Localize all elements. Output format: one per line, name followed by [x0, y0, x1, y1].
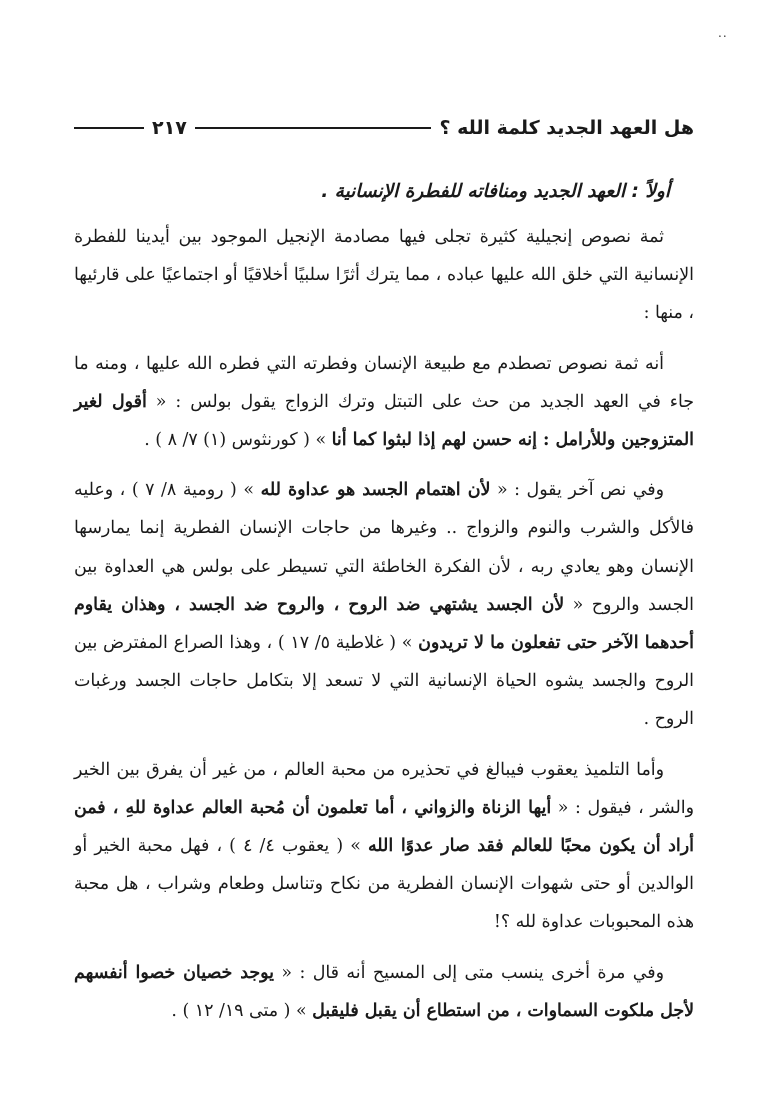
- paragraph-text: » ( رومية ٨/ ٧ ) ، وعليه فالأكل والشرب والنوم والزواج .. وغيرها من حاجات الإنسان الفطرية إنما يمارسها الإنسان وهو يعادي ربه ، لأن الفكرة الخاطئة التي تسيطر على بولس هي العداوة بين الجسد والروح «: [74, 480, 694, 615]
- quote-text: أقول لغير المتزوجين وللأرامل : إنه حسن لهم إذا لبثوا كما أنا: [74, 391, 694, 451]
- paragraph-2: [74, 345, 694, 460]
- paragraph-text: ثمة نصوص إنجيلية كثيرة تجلى فيها مصادمة الإنجيل الموجود بين أيدينا للفطرة الإنسانية التي خلق الله عليها عباده ، مما يترك أثرًا سلبيًا أخلاقيًا أو اجتماعيًا على قارئيها ، منها :: [74, 227, 694, 324]
- paragraph-text: أنه ثمة نصوص تصطدم مع طبيعة الإنسان وفطرته التي فطره الله عليها ، ومنه ما جاء في العهد الجديد من حث على التبتل وترك الزواج يقول بولس : «: [74, 353, 694, 412]
- citation-text: » ( متى ١٩/ ١٢ ) .: [171, 1000, 313, 1021]
- paragraph-text: » ( يعقوب ٤/ ٤ ) ، فهل محبة الخير أو الوالدين أو حتى شهوات الإنسان الفطرية من نكاح وتناسل وطعام وشراب ، هل محبة هذه المحبوبات عداوة لله ؟!: [74, 836, 694, 933]
- header-rule-end: [74, 127, 144, 129]
- quote-text: أيها الزناة والزواني ، أما تعلمون أن مُحبة العالم عداوة للهِ ، فمن أراد أن يكون محبًا للعالم فقد صار عدوًا الله: [74, 797, 694, 857]
- paragraph-text: وفي مرة أخرى ينسب متى إلى المسيح أنه قال : «: [273, 962, 664, 983]
- section-heading: أولاً : العهد الجديد ومنافاته للفطرة الإنسانية .: [321, 181, 670, 202]
- page-number: ٢١٧: [152, 117, 187, 139]
- paragraph-text: » ( غلاطية ٥/ ١٧ ) ، وهذا الصراع المفترض بين الروح والجسد يشوه الحياة الإنسانية التي لا تسعد إلا بتكامل حاجات الجسد ورغبات الروح .: [74, 633, 694, 730]
- corner-mark: ..: [718, 26, 728, 40]
- citation-text: » ( كورنثوس (١) ٧/ ٨ ) .: [144, 430, 332, 451]
- paragraph-3: [74, 471, 694, 738]
- header-rule: [195, 127, 432, 129]
- paragraph-5: [74, 954, 694, 1030]
- quote-text: لأن اهتمام الجسد هو عداوة لله: [260, 480, 491, 501]
- paragraph-text: وفي نص آخر يقول : «: [490, 480, 664, 501]
- quote-text: يوجد خصيان خصوا أنفسهم لأجل ملكوت السماوات ، من استطاع أن يقبل فليقبل: [74, 962, 694, 1021]
- paragraph-text: وأما التلميذ يعقوب فيبالغ في تحذيره من محبة العالم ، من غير أن يفرق بين الخير والشر ، فيقول : «: [74, 759, 694, 818]
- paragraph-1: [74, 218, 694, 333]
- quote-text: لأن الجسد يشتهي ضد الروح ، والروح ضد الجسد ، وهذان يقاوم أحدهما الآخر حتى تفعلون ما لا تريدون: [74, 594, 695, 654]
- page-body: [74, 172, 694, 1042]
- running-header: [74, 108, 694, 148]
- header-title: هل العهد الجديد كلمة الله ؟: [439, 117, 694, 139]
- paragraph-4: [74, 751, 694, 942]
